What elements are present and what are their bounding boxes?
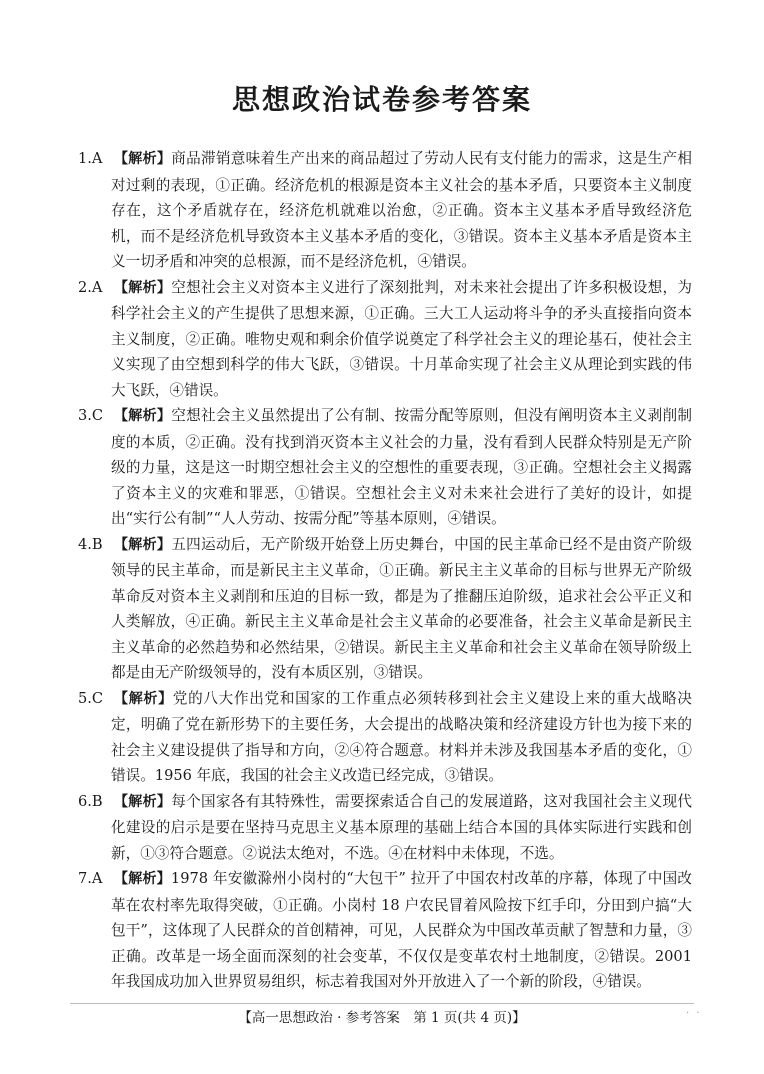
footer-divider xyxy=(70,1003,694,1004)
answer-number: 2.A xyxy=(78,278,103,296)
analysis-tag: 【解析】 xyxy=(114,151,172,167)
answer-text: 1978 年安徽滁州小岗村的“大包干” 拉开了中国农村改革的序幕，体现了中国改革在农村率先取得突破，①正确。小岗村 18 户农民冒着风险按下红手印，分田到户搞“大包干”，这体现了人民群众的首创精神，可见，人民群众为中国改革贡献了智慧和力量，③正确。改革是一场全面而深刻的社会变革，不仅仅是变革农村土地制度，②错误。2001 年我国成功加入世界贸易组织，标志着我国对外开放进入了一个新的阶段，④错误。 xyxy=(111,870,693,990)
answer-item xyxy=(78,275,692,404)
answer-number: 7.A xyxy=(78,870,103,887)
answer-item xyxy=(78,686,692,789)
answer-number: 4.B xyxy=(78,535,103,553)
analysis-tag: 【解析】 xyxy=(114,690,173,707)
answer-list xyxy=(78,146,692,995)
page-title: 思想政治试卷参考答案 xyxy=(231,83,532,116)
answer-number: 6.B xyxy=(78,792,103,810)
analysis-tag: 【解析】 xyxy=(114,793,172,810)
answer-item xyxy=(78,403,692,532)
answer-text: 空想社会主义虽然提出了公有制、按需分配等原则，但没有阐明资本主义剥削制度的本质，②正确。没有找到消灭资本主义社会的力量，没有看到人民群众特别是无产阶级的力量，这是这一时期空想社会主义的空想性的重要表现，③正确。空想社会主义揭露了资本主义的灾难和罪恶，①错误。空想社会主义对未来社会进行了美好的设计，如提出“实行公有制”“人人劳动、按需分配”等基本原则，④错误。 xyxy=(111,407,692,527)
analysis-tag: 【解析】 xyxy=(114,408,172,424)
answer-item xyxy=(78,866,692,995)
answer-text: 五四运动后，无产阶级开始登上历史舞台，中国的民主革命已经不是由资产阶级领导的民主革命，而是新民主主义革命，①正确。新民主主义革命的目标与世界无产阶级革命反对资本主义剥削和压迫的目标一致，都是为了推翻压迫阶级，追求社会公平正义和人类解放，④正确。新民主主义革命是社会主义革命的必要准备，社会主义革命是新民主主义革命的必然趋势和必然结果，②错误。新民主主义革命和社会主义革命在领导阶级上都是由无产阶级领导的，没有本质区别，③错误。 xyxy=(111,535,692,681)
page-footer: 【高一思想政治 · 参考答案 第 1 页(共 4 页)】 xyxy=(238,1010,526,1026)
answer-text: 党的八大作出党和国家的工作重点必须转移到社会主义建设上来的重大战略决定，明确了党在新形势下的主要任务，大会提出的战略决策和经济建设方针也为接下来的社会主义建设提供了指导和方向，②④符合题意。材料并未涉及我国基本矛盾的变化，①错误。1956 年底，我国的社会主义改造已经完成，③错误。 xyxy=(111,689,692,784)
answer-text: 每个国家各有其特殊性，需要探索适合自己的发展道路，这对我国社会主义现代化建设的启示是要在坚持马克思主义基本原理的基础上结合本国的具体实际进行实践和创新，①③符合题意。②说法太绝对，不选。④在材料中未体现，不选。 xyxy=(111,792,692,862)
answer-number: 1.A xyxy=(78,150,103,167)
answer-item xyxy=(78,789,692,867)
answer-number: 5.C xyxy=(78,689,104,707)
scan-mark: · · xyxy=(686,1008,702,1019)
answer-number: 3.C xyxy=(78,407,104,424)
answer-text: 空想社会主义对资本主义进行了深刻批判，对未来社会提出了许多积极设想，为科学社会主义的产生提供了思想来源，①正确。三大工人运动将斗争的矛头直接指向资本主义制度，②正确。唯物史观和剩余价值学说奠定了科学社会主义的理论基石，使社会主义实现了由空想到科学的伟大飞跃，③错误。十月革命实现了社会主义从理论到实践的伟大飞跃，④错误。 xyxy=(111,278,692,399)
analysis-tag: 【解析】 xyxy=(114,279,172,296)
answer-item xyxy=(78,532,692,686)
answer-text: 商品滞销意味着生产出来的商品超过了劳动人民有支付能力的需求，这是生产相对过剩的表现，①正确。经济危机的根源是资本主义社会的基本矛盾，只要资本主义制度存在，这个矛盾就存在，经济危机就难以治愈，②正确。资本主义基本矛盾导致经济危机，而不是经济危机导致资本主义基本矛盾的变化，③错误。资本主义基本矛盾是资本主义一切矛盾和冲突的总根源，而不是经济危机，④错误。 xyxy=(111,150,692,270)
analysis-tag: 【解析】 xyxy=(114,871,171,887)
analysis-tag: 【解析】 xyxy=(114,536,172,553)
answer-item xyxy=(78,146,692,275)
